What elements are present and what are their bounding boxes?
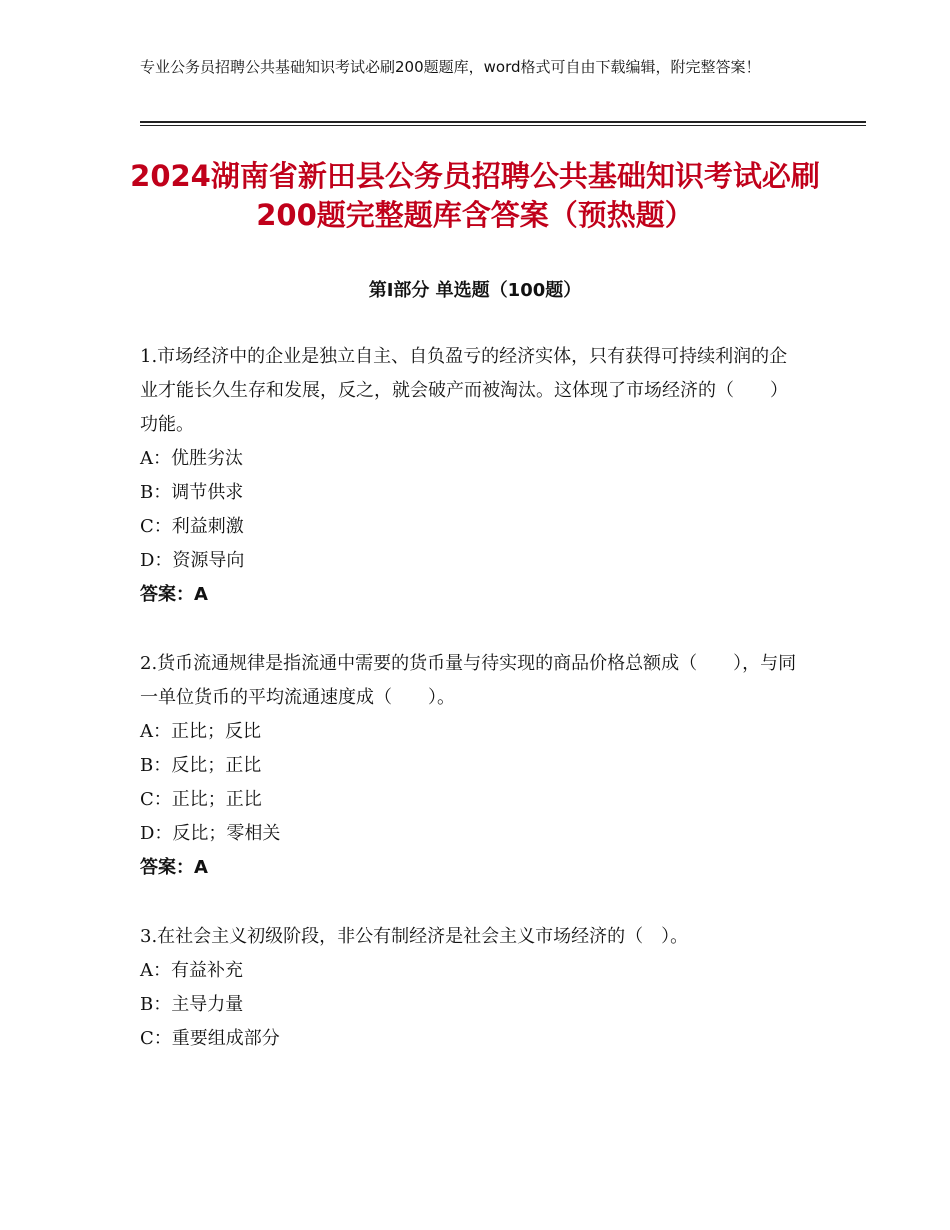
option-a: A：优胜劣汰 [140, 448, 243, 469]
header-divider-thin [140, 125, 866, 126]
question-3 [140, 920, 805, 1056]
option-c: C：重要组成部分 [140, 1028, 280, 1049]
option-d: D：资源导向 [140, 550, 245, 571]
option-a: A：正比；反比 [140, 721, 261, 742]
header-note: 专业公务员招聘公共基础知识考试必刷200题题库，word格式可自由下载编辑，附完整答案！ [140, 58, 761, 76]
option-b: B：调节供求 [140, 482, 244, 503]
section-title: 第Ⅰ部分 单选题（100题） [368, 280, 582, 301]
option-a: A：有益补充 [140, 960, 243, 981]
option-b: B：主导力量 [140, 994, 244, 1015]
document-title: 2024湖南省新田县公务员招聘公共基础知识考试必刷200题完整题库含答案（预热题） [130, 159, 820, 232]
option-b: B：反比；正比 [140, 755, 262, 776]
option-c: C：正比；正比 [140, 789, 262, 810]
question-stem: 3.在社会主义初级阶段，非公有制经济是社会主义市场经济的（ ）。 [140, 926, 689, 947]
question-stem: 1.市场经济中的企业是独立自主、自负盈亏的经济实体，只有获得可持续利润的企业才能长久生存和发展，反之，就会破产而被淘汰。这体现了市场经济的（ ）功能。 [140, 346, 788, 435]
header-divider [140, 121, 866, 123]
question-1 [140, 340, 805, 612]
option-d: D：反比；零相关 [140, 823, 281, 844]
answer: 答案：A [140, 584, 208, 605]
answer: 答案：A [140, 857, 208, 878]
option-c: C：利益刺激 [140, 516, 244, 537]
question-2 [140, 647, 805, 885]
question-stem: 2.货币流通规律是指流通中需要的货币量与待实现的商品价格总额成（ ），与同一单位货币的平均流通速度成（ ）。 [140, 653, 797, 708]
